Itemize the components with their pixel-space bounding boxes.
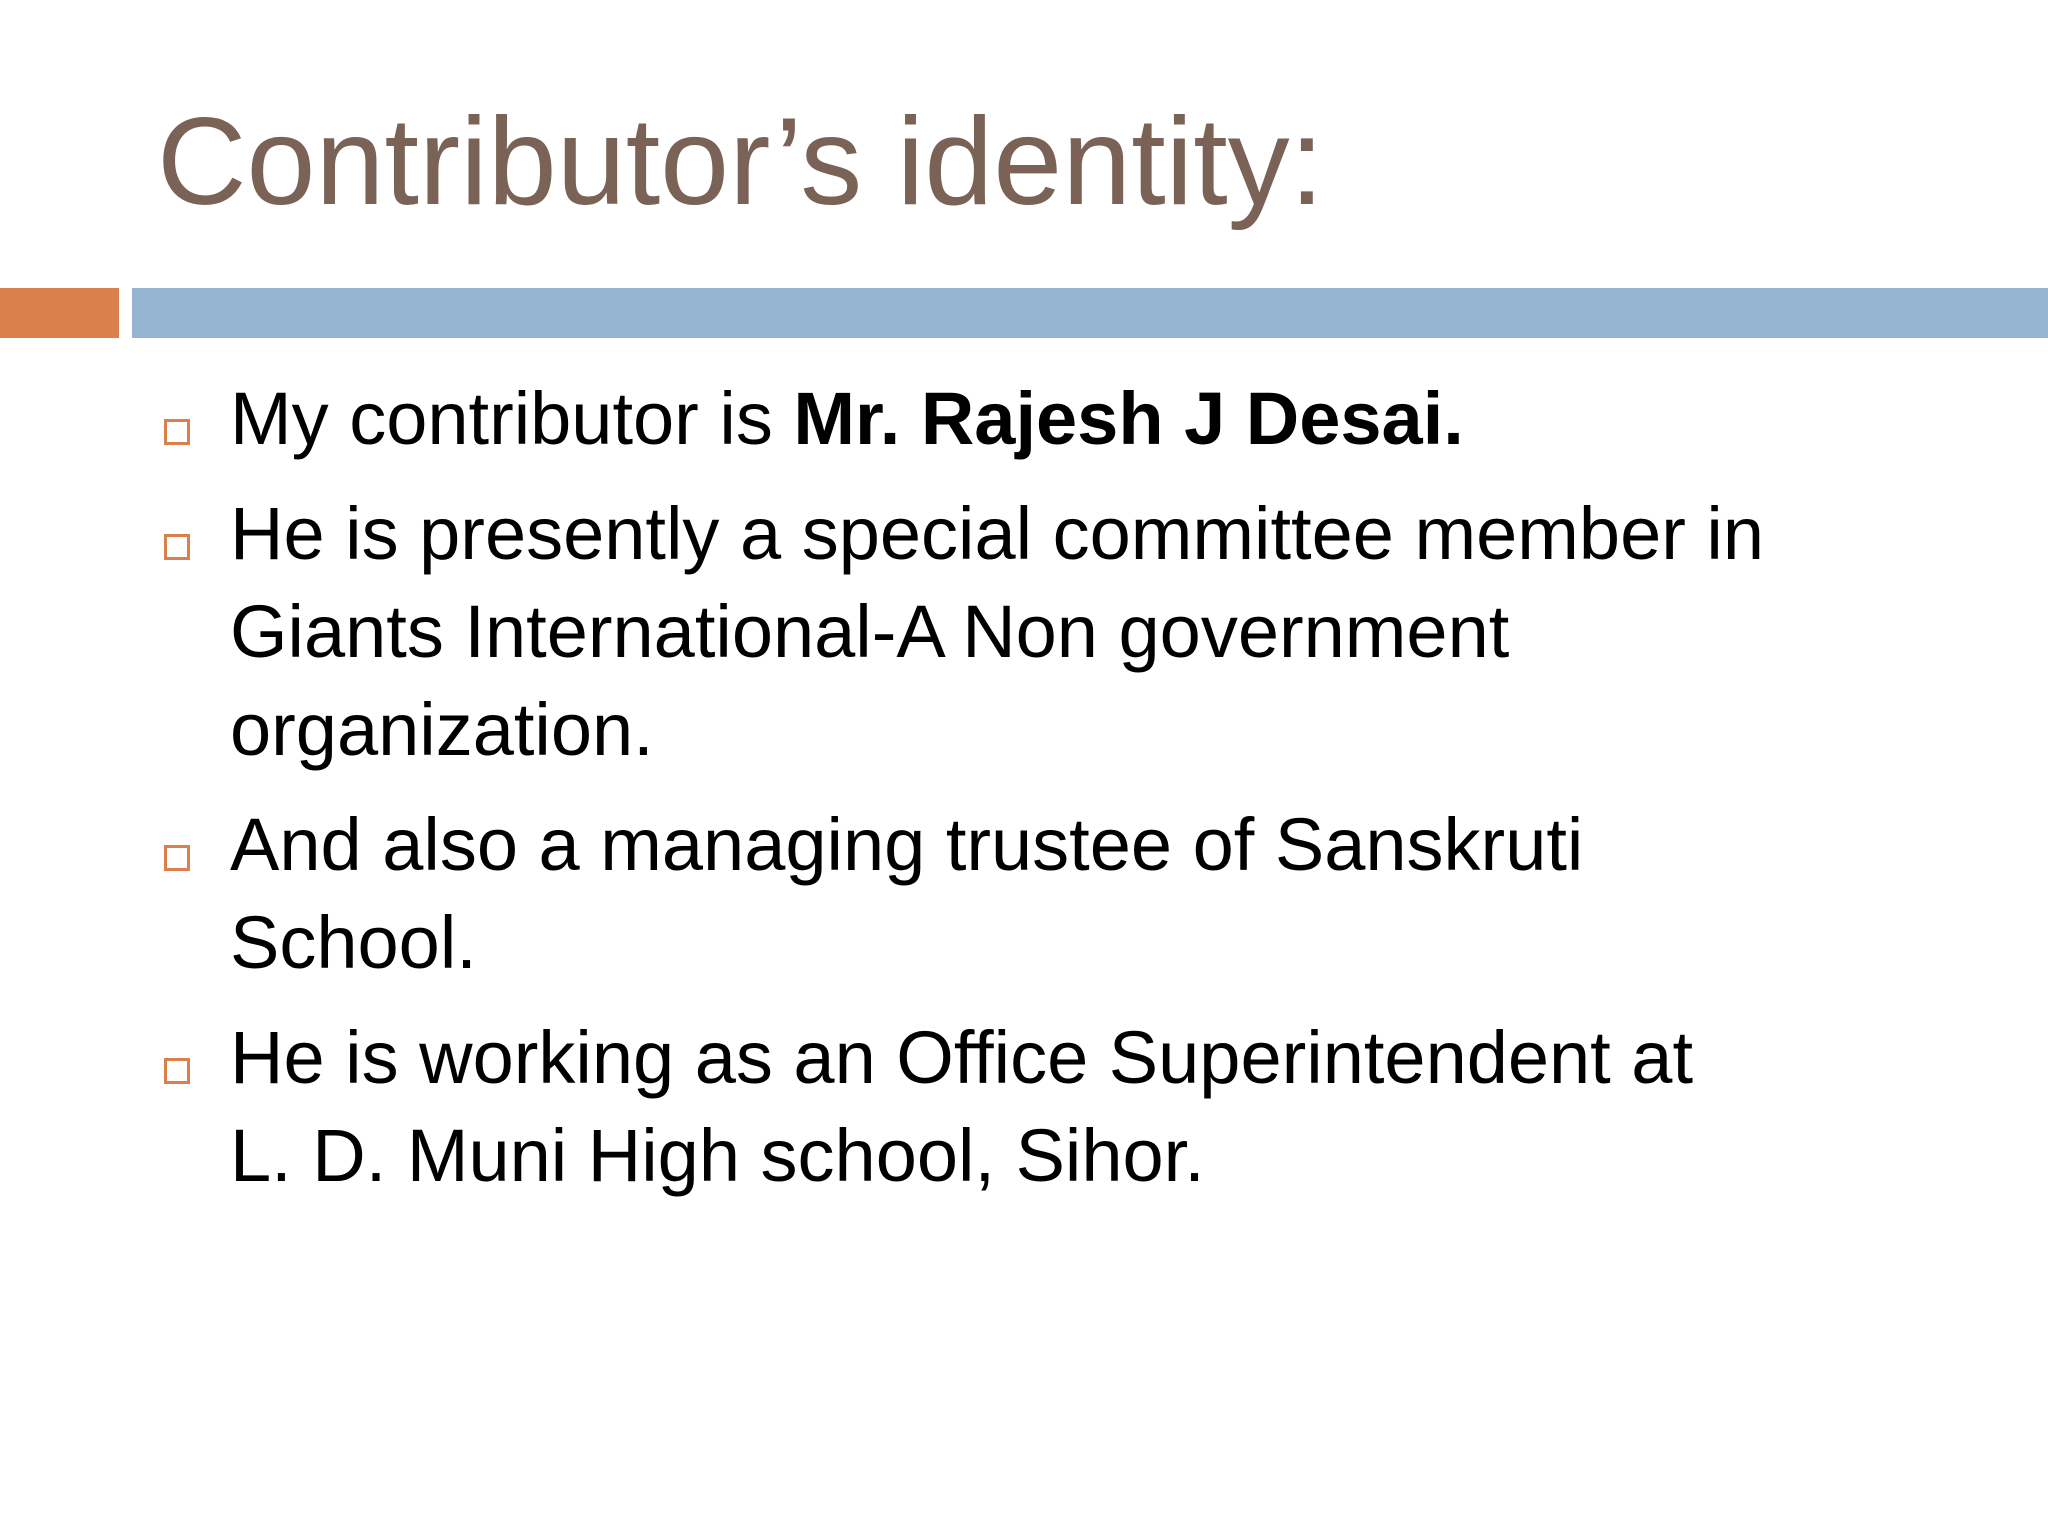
bullet-list: [0, 370, 2048, 1222]
hollow-square-icon: [164, 1058, 190, 1084]
bullet-line: And also a managing trustee of Sanskruti: [230, 803, 1584, 886]
hollow-square-icon: [164, 419, 190, 445]
accent-bar-orange: [0, 288, 119, 338]
slide-title: Contributor’s identity:: [157, 93, 1325, 231]
bullet-line: He is working as an Office Superintendent at: [230, 1016, 1694, 1099]
contributor-name: Mr. Rajesh J Desai.: [793, 377, 1464, 460]
bullet-line: organization.: [230, 688, 654, 771]
bullet-line: School.: [230, 901, 477, 984]
hollow-square-icon: [164, 845, 190, 871]
bullet-line: L. D. Muni High school, Sihor.: [230, 1114, 1205, 1197]
bullet-item-superintendent: [0, 1009, 2048, 1205]
bullet-item-committee: [0, 485, 2048, 779]
bullet-item-contributor: [0, 370, 2048, 468]
hollow-square-icon: [164, 534, 190, 560]
bullet-item-trustee: [0, 796, 2048, 992]
accent-bar-blue: [132, 288, 2048, 338]
bullet-line: Giants International-A Non government: [230, 590, 1510, 673]
bullet-text: [230, 370, 2008, 468]
bullet-line: He is presently a special committee member in: [230, 492, 1765, 575]
bullet-text-prefix: My contributor is: [230, 377, 794, 460]
